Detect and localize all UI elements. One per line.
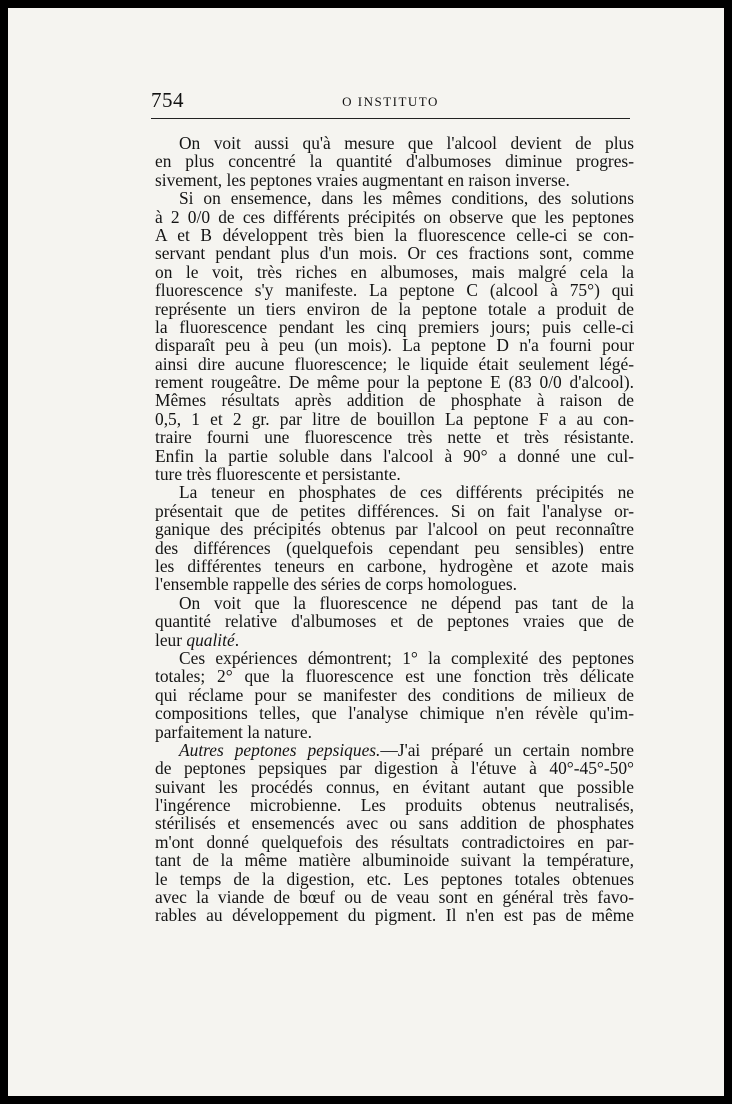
text-line: La teneur en phosphates de ces différents précipités ne [179, 482, 634, 503]
text-line: stérilisés et ensemencés avec ou sans addition de phosphates [155, 813, 634, 834]
text-line: présentait que de petites différences. Si on fait l'analyse or- [155, 500, 634, 521]
text-line [155, 631, 634, 649]
text-line: quantité relative d'albumoses et de peptones vraies que de [155, 611, 634, 632]
text-line [155, 741, 634, 759]
text-line: On voit que la fluorescence ne dépend pas tant de la [179, 592, 634, 613]
text-segment: . [234, 629, 240, 650]
text-line: en plus concentré la quantité d'albumoses diminue progres- [155, 151, 634, 172]
italic-text: qualité [186, 629, 235, 650]
text-line: A et B développent très bien la fluorescence celle-ci se con- [155, 224, 634, 245]
text-line: de peptones pepsiques par digestion à l'étuve à 40°-45°-50° [155, 758, 634, 779]
body-text [155, 134, 634, 925]
text-line: Ces expériences démontrent; 1° la complexité des peptones [179, 647, 634, 668]
text-line: servant pendant plus d'un mois. Or ces fractions sont, comme [155, 243, 634, 264]
text-line: fluorescence s'y manifeste. La peptone C (alcool à 75°) qui [155, 280, 634, 301]
text-line: l'ingérence microbienne. Les produits obtenus neutralisés, [155, 795, 634, 816]
text-segment: —J'ai préparé un certain nombre [380, 739, 634, 760]
text-line: compositions telles, que l'analyse chimique n'en révèle qu'im- [155, 703, 634, 724]
text-line: traire fourni une fluorescence très nette et très résistante. [155, 427, 634, 448]
text-line: totales; 2° que la fluorescence est une fonction très délicate [155, 666, 634, 687]
text-line: m'ont donné quelquefois des résultats contradictoires en par- [155, 831, 634, 852]
text-line: disparaît peu à peu (un mois). La peptone D n'a fourni pour [155, 335, 634, 356]
text-line: ture très fluorescente et persistante. [155, 464, 401, 485]
text-line: parfaitement la nature. [155, 721, 312, 742]
text-line: le temps de la digestion, etc. Les peptones totales obtenues [155, 868, 634, 889]
text-line: représente un tiers environ de la peptone totale a produit de [155, 298, 634, 319]
text-line: qui réclame pour se manifester des conditions de milieux de [155, 684, 634, 705]
text-line: ainsi dire aucune fluorescence; le liquide était seulement légé- [155, 353, 634, 374]
text-line: avec la viande de bœuf ou de veau sont en général très favo- [155, 887, 634, 908]
text-line: la fluorescence pendant les cinq premiers jours; puis celle-ci [155, 316, 634, 337]
text-line: tant de la même matière albuminoide suivant la température, [155, 850, 634, 871]
italic-text: Autres peptones pepsiques. [179, 739, 381, 760]
text-line: rables au développement du pigment. Il n'en est pas de même [155, 905, 634, 926]
text-line: on le voit, très riches en albumoses, mais malgré cela la [155, 261, 634, 282]
text-segment: leur [155, 629, 187, 650]
text-line: Enfin la partie soluble dans l'alcool à 90° a donné une cul- [155, 445, 634, 466]
text-line: sivement, les peptones vraies augmentant en raison inverse. [155, 169, 570, 190]
text-line: les différentes teneurs en carbone, hydrogène et azote mais [155, 555, 634, 576]
text-line: Mêmes résultats après addition de phosphate à raison de [155, 390, 634, 411]
text-line: 0,5, 1 et 2 gr. par litre de bouillon La peptone F a au con- [155, 408, 634, 429]
text-line: à 2 0/0 de ces différents précipités on observe que les peptones [155, 206, 634, 227]
running-title: O INSTITUTO [342, 94, 439, 109]
text-line: ganique des précipités obtenus par l'alcool on peut reconnaître [155, 519, 634, 540]
page-number: 754 [151, 88, 184, 112]
text-line: l'ensemble rappelle des séries de corps homologues. [155, 574, 517, 595]
book-page [8, 8, 724, 1096]
text-line: des différences (quelquefois cependant peu sensibles) entre [155, 537, 634, 558]
text-line: On voit aussi qu'à mesure que l'alcool devient de plus [179, 133, 634, 153]
page-header [151, 88, 630, 119]
text-line: suivant les procédés connus, en évitant autant que possible [155, 776, 634, 797]
text-line: Si on ensemence, dans les mêmes conditions, des solutions [179, 188, 634, 209]
text-line: rement rougeâtre. De même pour la peptone E (83 0/0 d'alcool). [155, 372, 634, 393]
